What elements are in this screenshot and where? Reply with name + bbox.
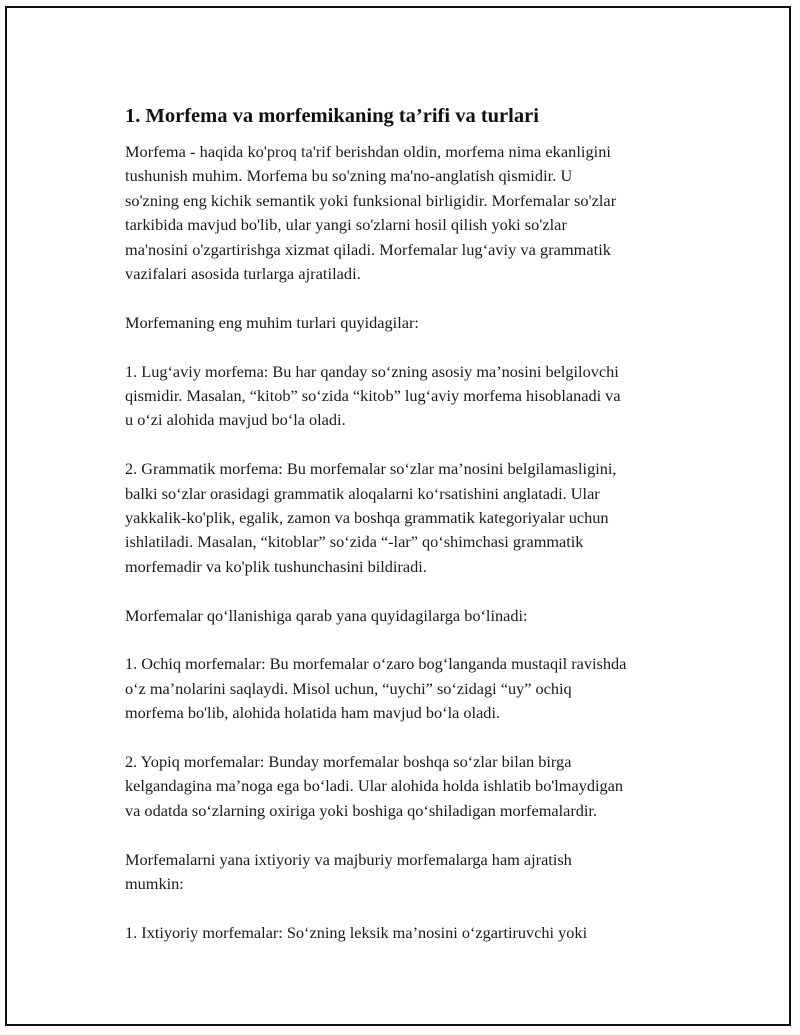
paragraph-open-morphemes: 1. Ochiq morfemalar: Bu morfemalar o‘zaro bog‘langanda mustaqil ravishda o‘z ma’nolarini saqlaydi. Misol uchun, “uychi” so‘zidagi “uy” ochiq morfema bo'lib, alohida holatida ham mavjud bo‘la oladi. — [125, 654, 627, 723]
paragraph-optional-morphemes: 1. Ixtiyoriy morfemalar: So‘zning leksik ma’nosini o‘zgartiruvchi yoki — [125, 922, 588, 942]
paragraph-usage-heading: Morfemalar qo‘llanishiga qarab yana quyidagilarga bo‘linadi: — [125, 605, 528, 625]
page-frame — [5, 6, 791, 1026]
paragraph-lexical-morpheme: 1. Lug‘aviy morfema: Bu har qanday so‘zning asosiy ma’nosini belgilovchi qismidir. Masalan, “kitob” so‘zida “kitob” lug‘aviy morfema hisoblanadi va u o‘zi alohida mavjud bo‘la oladi. — [125, 361, 621, 430]
document-title: 1. Morfema va morfemikaning ta’rifi va turlari — [125, 105, 539, 127]
paragraph-types-heading: Morfemaning eng muhim turlari quyidagilar: — [125, 312, 419, 332]
document-body — [125, 103, 703, 970]
paragraph-intro: Morfema - haqida ko'proq ta'rif berishdan oldin, morfema nima ekanligini tushunish muhim. Morfema bu so'zning ma'no-anglatish qismidir. U so'zning eng kichik semantik yoki funksional birligidir. Morfemalar so'zlar tarkibida mavjud bo'lib, ular yangi so'zlarni hosil qilish yoki so'zlar ma'nosini o'zgartirishga xizmat qiladi. Morfemalar lug‘aviy va grammatik vazifalari asosida turlarga ajratiladi. — [125, 142, 617, 284]
paragraph-optional-mandatory-heading: Morfemalarni yana ixtiyoriy va majburiy morfemalarga ham ajratish mumkin: — [125, 849, 572, 894]
paragraph-closed-morphemes: 2. Yopiq morfemalar: Bunday morfemalar boshqa so‘zlar bilan birga kelgandagina ma’noga ega bo‘ladi. Ular alohida holda ishlatib bo'lmaydigan va odatda so‘zlarning oxiriga yoki boshiga qo‘shiladigan morfemalardir. — [125, 752, 624, 820]
paragraph-grammatical-morpheme: 2. Grammatik morfema: Bu morfemalar so‘zlar ma’nosini belgilamasligini, balki so‘zlar orasidagi grammatik aloqalarni ko‘rsatishini anglatadi. Ular yakkalik-ko'plik, egalik, zamon va boshqa grammatik kategoriyalar uchun ishlatiladi. Masalan, “kitoblar” so‘zida “-lar” qo‘shimchasi grammatik morfemadir va ko'plik tushunchasini bildiradi. — [125, 459, 617, 576]
